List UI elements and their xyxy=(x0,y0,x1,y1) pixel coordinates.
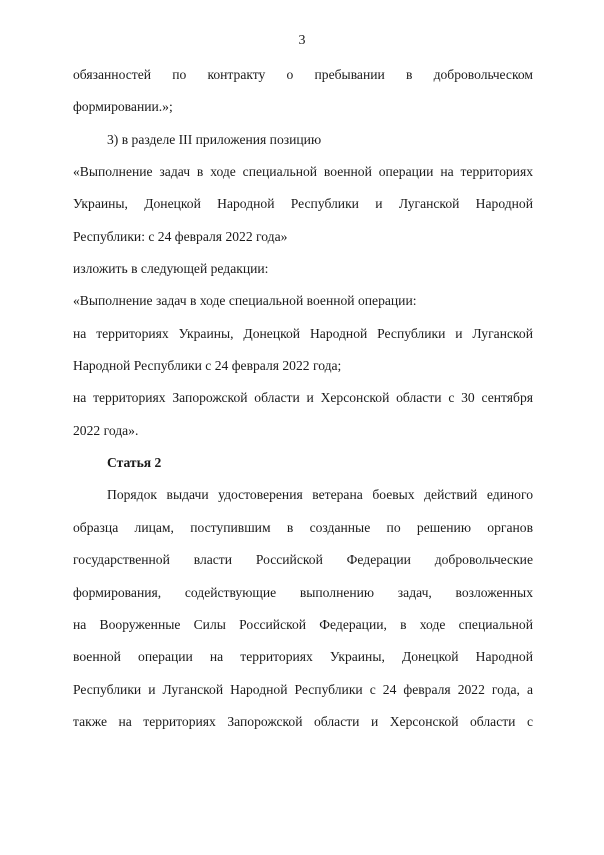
text-line: образца лицам, поступившим в созданные по решению органов xyxy=(73,519,533,535)
text-line: Порядок выдачи удостоверения ветерана боевых действий единого xyxy=(107,487,533,503)
text-line: государственной власти Российской Федерации добровольческие xyxy=(73,552,533,568)
text-line: «Выполнение задач в ходе специальной военной операции: xyxy=(73,293,417,309)
article-heading: Статья 2 xyxy=(107,455,162,471)
text-line: Республики: с 24 февраля 2022 года» xyxy=(73,228,288,244)
text-line: также на территориях Запорожской области и Херсонской области с xyxy=(73,713,533,729)
document-body xyxy=(73,59,533,738)
text-line: обязанностей по контракту о пребывании в добровольческом xyxy=(73,67,533,82)
text-line: Народной Республики с 24 февраля 2022 года; xyxy=(73,358,342,374)
text-line: формировании.»; xyxy=(73,99,173,115)
text-line: изложить в следующей редакции: xyxy=(73,261,269,277)
text-line: 2022 года». xyxy=(73,422,139,438)
text-line: Украины, Донецкой Народной Республики и Луганской Народной xyxy=(73,196,533,212)
text-line: Республики и Луганской Народной Республики с 24 февраля 2022 года, а xyxy=(73,681,533,697)
text-line: формирования, содействующие выполнению задач, возложенных xyxy=(73,584,533,600)
text-line: на Вооруженные Силы Российской Федерации, в ходе специальной xyxy=(73,616,533,632)
list-item-3: 3) в разделе III приложения позицию xyxy=(107,131,322,147)
text-line: на территориях Украины, Донецкой Народной Республики и Луганской xyxy=(73,325,533,341)
text-line: «Выполнение задач в ходе специальной военной операции на территориях xyxy=(73,164,533,180)
page-number: 3 xyxy=(298,33,306,48)
text-line: военной операции на территориях Украины, Донецкой Народной xyxy=(73,649,533,665)
text-line: на территориях Запорожской области и Херсонской области с 30 сентября xyxy=(73,390,533,406)
